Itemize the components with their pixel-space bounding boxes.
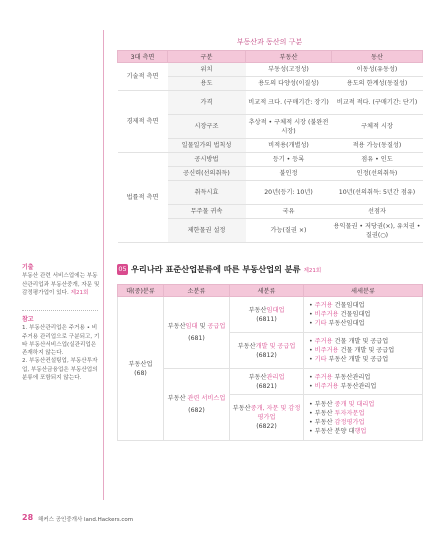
detail-rest: 건물임대업 [332, 302, 365, 309]
sub-name-highlight: 관리업 [266, 373, 285, 381]
column-header: 구분 [168, 51, 246, 63]
movable-cell: 점유 • 인도 [332, 153, 423, 167]
minor-name-part: 부동산 [167, 395, 188, 402]
detail-rest: 부동산관리업 [332, 373, 371, 381]
detail-highlight: 행업 [354, 427, 367, 435]
major-class-cell [118, 297, 164, 441]
detail-item: • 부동산 분양 대행업 [309, 427, 367, 435]
realty-cell: 비적용(개별성) [246, 139, 332, 153]
sub-name-part: 부동산 [248, 373, 267, 381]
sub-class-code: (6812) [256, 351, 277, 359]
reference-note-heading: 참고 [22, 316, 34, 323]
reference-note [22, 316, 100, 382]
minor-name-highlight: 관련 서비스업 [187, 395, 226, 402]
realty-cell: 추상적 • 구체적 시장 (불완전시장) [246, 115, 332, 139]
detail-class-cell [304, 333, 423, 369]
detail-highlight: 기타 [314, 320, 327, 327]
detail-class-cell [304, 369, 423, 395]
sub-class-cell [230, 395, 304, 441]
realty-cell: 가능(질권 ×) [246, 219, 332, 243]
section-exam-ref: 제21회 [303, 268, 322, 274]
column-header: 세분류 [230, 285, 304, 297]
minor-name-part: 및 [197, 323, 208, 330]
item-cell: 시장구조 [168, 115, 246, 139]
section-number-badge: 05 [118, 265, 127, 273]
detail-highlight: 중개 및 대리업 [334, 400, 375, 408]
minor-class-cell [164, 297, 230, 369]
column-header: 동산 [332, 51, 423, 63]
detail-highlight: 감정평가업 [334, 418, 365, 426]
detail-highlight: 주거용 [314, 302, 333, 309]
detail-item: • 주거용 건물임대업 [309, 302, 365, 309]
detail-rest: 부동산관리업 [338, 382, 377, 390]
page-number: 28 [22, 513, 34, 522]
item-cell: 위치 [168, 63, 246, 77]
reference-note-item: 1. 부동산관리업은 주거용 • 비주거용 관리업으로 구분되고, 기타 부동산서비스업(실관리업은 존재하지 않는다. [22, 325, 100, 357]
realty-cell: 국유 [246, 205, 332, 219]
sub-name-part: 부동산 [237, 342, 256, 350]
category-cell: 법률적 측면 [118, 153, 168, 243]
detail-highlight: 비주거용 [314, 347, 339, 354]
column-header: 소분류 [164, 285, 230, 297]
column-header: 대(중)분류 [118, 285, 164, 297]
column-header: 부동산 [246, 51, 332, 63]
reference-note-item: 2. 부동산컨설팅업, 부동산투자업, 부동산금융업은 부동산업의 분류에 포함되지 않는다. [22, 358, 98, 382]
movable-cell: 10년(선의취득: 5년간 점유) [332, 181, 423, 205]
detail-class-cell [304, 395, 423, 441]
minor-class-cell [164, 369, 230, 441]
column-header: 3대 측면 [118, 51, 168, 63]
detail-item: • 주거용 건물 개발 및 공급업 [309, 338, 389, 345]
sidebar-divider [103, 30, 104, 500]
detail-item: • 비주거용 건물임대업 [309, 311, 371, 318]
detail-highlight: 투자자문업 [334, 409, 365, 417]
detail-item: • 부동산 중개 및 대리업 [309, 400, 375, 408]
section-title [131, 264, 321, 277]
minor-class-code: (681) [188, 335, 205, 342]
exam-note [22, 264, 100, 297]
realty-cell: 등기 • 등록 [246, 153, 332, 167]
sub-name-highlight: 중개, 자문 및 감정평가업 [250, 405, 301, 421]
minor-name-highlight: 공급업 [207, 323, 226, 330]
category-cell: 경제적 측면 [118, 91, 168, 153]
detail-prefix: 부동산 [314, 418, 335, 426]
item-cell: 일물일가의 법칙성 [168, 139, 246, 153]
realty-movable-table [117, 50, 423, 243]
sub-class-code: (6821) [256, 382, 277, 390]
exam-note-ref: 제21회 [70, 289, 89, 296]
realty-cell: 부동성(고정성) [246, 63, 332, 77]
detail-rest: 부동산임대업 [326, 320, 365, 327]
detail-item: • 비주거용 부동산관리업 [309, 382, 377, 390]
item-cell: 가격 [168, 91, 246, 115]
detail-highlight: 비주거용 [314, 311, 339, 318]
sub-name-part: 부동산 [232, 405, 251, 412]
category-cell: 기술적 측면 [118, 63, 168, 91]
sub-class-cell [230, 333, 304, 369]
movable-cell: 이동성(유동성) [332, 63, 423, 77]
sub-class-cell [230, 297, 304, 333]
detail-highlight: 주거용 [314, 338, 333, 345]
detail-highlight: 비주거용 [314, 382, 339, 390]
sub-class-code: (6811) [256, 315, 277, 323]
exam-note-text: 부동산 관련 서비스업에는 부동산관리업과 부동산중개, 자문 및 감정평가업이 있다. [22, 273, 100, 296]
major-class-code: (68) [134, 369, 147, 377]
note-divider [22, 310, 98, 311]
major-class-name: 부동산업 [128, 360, 153, 368]
realty-cell: 불인정 [246, 167, 332, 181]
sub-name-highlight: 개발 및 공급업 [255, 342, 296, 350]
detail-item: • 비주거용 건물 개발 및 공급업 [309, 347, 395, 354]
detail-prefix: 부동산 [314, 400, 335, 408]
item-cell: 공신력(선의취득) [168, 167, 246, 181]
detail-rest: 건물임대업 [338, 311, 371, 318]
sub-name-part: 부동산 [248, 306, 267, 314]
realty-cell: 용도의 다양성(이질성) [246, 77, 332, 91]
detail-highlight: 주거용 [314, 373, 333, 381]
sub-class-cell [230, 369, 304, 395]
detail-rest: 건물 개발 및 공급업 [332, 338, 389, 345]
minor-class-code: (682) [188, 407, 205, 414]
detail-prefix: 부동산 [314, 409, 335, 417]
item-cell: 취득시효 [168, 181, 246, 205]
movable-cell: 인정(선의취득) [332, 167, 423, 181]
item-cell: 제한물권 설정 [168, 219, 246, 243]
movable-cell: 적용 가능(동질성) [332, 139, 423, 153]
column-header: 세세분류 [304, 285, 423, 297]
detail-item: • 주거용 부동산관리업 [309, 373, 371, 381]
movable-cell: 선점자 [332, 205, 423, 219]
detail-rest: 건물 개발 및 공급업 [338, 347, 395, 354]
detail-item: • 부동산 투자자문업 [309, 409, 365, 417]
minor-name-part: 부동산 [167, 323, 186, 330]
sub-name-highlight: 임대업 [266, 306, 285, 314]
item-cell: 무주물 귀속 [168, 205, 246, 219]
footer-text: 해커스 공인중개사 land.Hackers.com [38, 517, 134, 523]
movable-cell: 비교적 적다. (구매기간: 단기) [332, 91, 423, 115]
movable-cell: 용도의 한계성(동질성) [332, 77, 423, 91]
realty-cell: 비교적 크다. (구매기간: 장기) [246, 91, 332, 115]
detail-class-cell [304, 297, 423, 333]
item-cell: 공시방법 [168, 153, 246, 167]
detail-highlight: 기타 [314, 356, 327, 363]
section-title-text: 우리나라 표준산업분류에 따른 부동산업의 분류 [131, 264, 301, 274]
detail-item: • 기타 부동산 개발 및 공급업 [309, 356, 389, 363]
minor-name-highlight: 임대 [185, 323, 198, 330]
detail-rest: 부동산 개발 및 공급업 [326, 356, 389, 363]
exam-note-heading: 기출 [22, 264, 34, 271]
detail-item: • 기타 부동산임대업 [309, 320, 365, 327]
detail-item: • 부동산 감정평가업 [309, 418, 365, 426]
item-cell: 용도 [168, 77, 246, 91]
movable-cell: 용익물권 • 저당권(×), 유치권 • 질권(○) [332, 219, 423, 243]
realty-cell: 20년(등기: 10년) [246, 181, 332, 205]
detail-prefix: 부동산 분양 대 [314, 427, 355, 435]
sub-class-code: (6822) [256, 423, 277, 430]
movable-cell: 구체적 시장 [332, 115, 423, 139]
table1-title: 부동산과 동산의 구분 [236, 38, 303, 46]
industry-classification-table [117, 284, 423, 441]
